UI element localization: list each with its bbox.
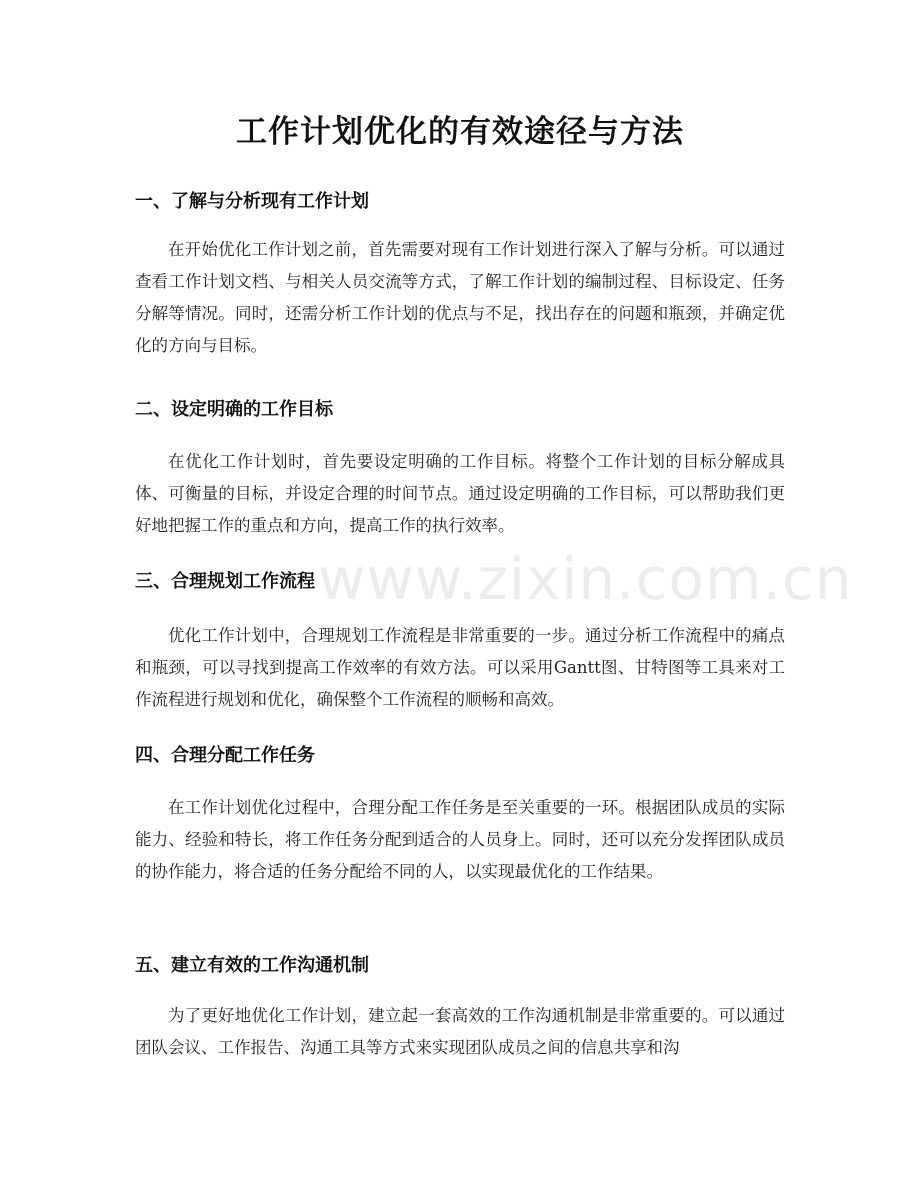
section-paragraph-1: 在开始优化工作计划之前，首先需要对现有工作计划进行深入了解与分析。可以通过查看工作计划文档、与相关人员交流等方式，了解工作计划的编制过程、目标设定、任务分解等情况。同时，还需分析工作计划的优点与不足，找出存在的问题和瓶颈，并确定优化的方向与目标。 [135, 240, 785, 355]
section-heading-4: 四、合理分配工作任务 [135, 745, 315, 766]
section-heading-1: 一、了解与分析现有工作计划 [135, 191, 369, 212]
section-heading-3: 三、合理规划工作流程 [135, 571, 315, 592]
section-paragraph-3: 优化工作计划中，合理规划工作流程是非常重要的一步。通过分析工作流程中的痛点和瓶颈，可以寻找到提高工作效率的有效方法。可以采用Gantt图、甘特图等工具来对工作流程进行规划和优化，确保整个工作流程的顺畅和高效。 [135, 626, 785, 709]
section-heading-5: 五、建立有效的工作沟通机制 [135, 955, 369, 976]
section-paragraph-2: 在优化工作计划时，首先要设定明确的工作目标。将整个工作计划的目标分解成具体、可衡量的目标，并设定合理的时间节点。通过设定明确的工作目标，可以帮助我们更好地把握工作的重点和方向，提高工作的执行效率。 [135, 452, 785, 535]
section-heading-2: 二、设定明确的工作目标 [135, 399, 333, 420]
document-title: 工作计划优化的有效途径与方法 [236, 114, 684, 150]
section-paragraph-5: 为了更好地优化工作计划，建立起一套高效的工作沟通机制是非常重要的。可以通过团队会议、工作报告、沟通工具等方式来实现团队成员之间的信息共享和沟 [135, 1006, 785, 1057]
watermark: www.zixin.com.cn [318, 545, 853, 613]
section-paragraph-4: 在工作计划优化过程中，合理分配工作任务是至关重要的一环。根据团队成员的实际能力、经验和特长，将工作任务分配到适合的人员身上。同时，还可以充分发挥团队成员的协作能力，将合适的任务分配给不同的人，以实现最优化的工作结果。 [135, 798, 785, 881]
